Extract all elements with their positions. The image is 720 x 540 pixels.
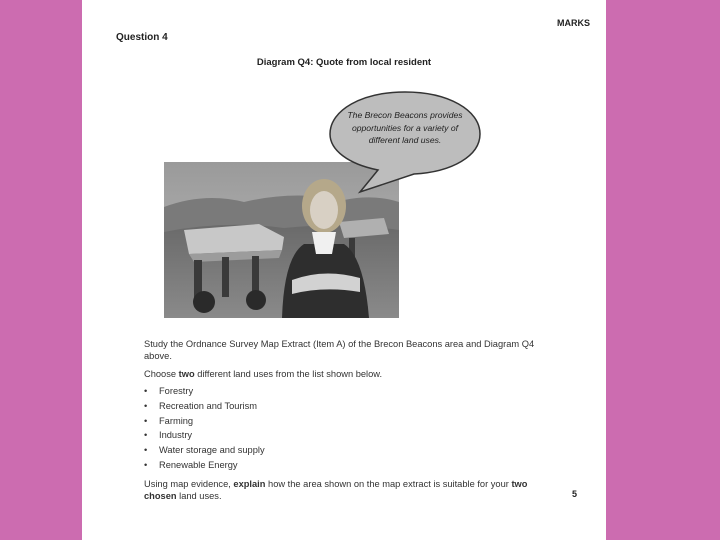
list-item: • Water storage and supply (144, 445, 265, 456)
marks-value: 5 (572, 489, 578, 499)
list-item: • Industry (144, 430, 193, 441)
list-item: • Forestry (144, 386, 194, 396)
exam-page (82, 0, 606, 540)
question-title: Question 4 (116, 32, 168, 43)
marks-header: MARKS (557, 18, 590, 28)
resident-quote: The Brecon Beacons provides opportunities for a variety of different land uses. (347, 110, 463, 145)
instruction-paragraph-2: Choose two different land uses from the list shown below. (144, 369, 383, 379)
diagram-title: Diagram Q4: Quote from local resident (256, 57, 432, 68)
list-item: • Renewable Energy (144, 459, 238, 470)
instruction-paragraph-1: Study the Ordnance Survey Map Extract (Item A) of the Brecon Beacons area and Diagram Q4 above. (144, 339, 535, 361)
task-paragraph: Using map evidence, explain how the area shown on the map extract is suitable for your two chosen land uses. (144, 479, 528, 501)
list-item: • Recreation and Tourism (144, 400, 258, 411)
land-use-list (144, 384, 265, 473)
list-item: • Farming (144, 415, 194, 426)
